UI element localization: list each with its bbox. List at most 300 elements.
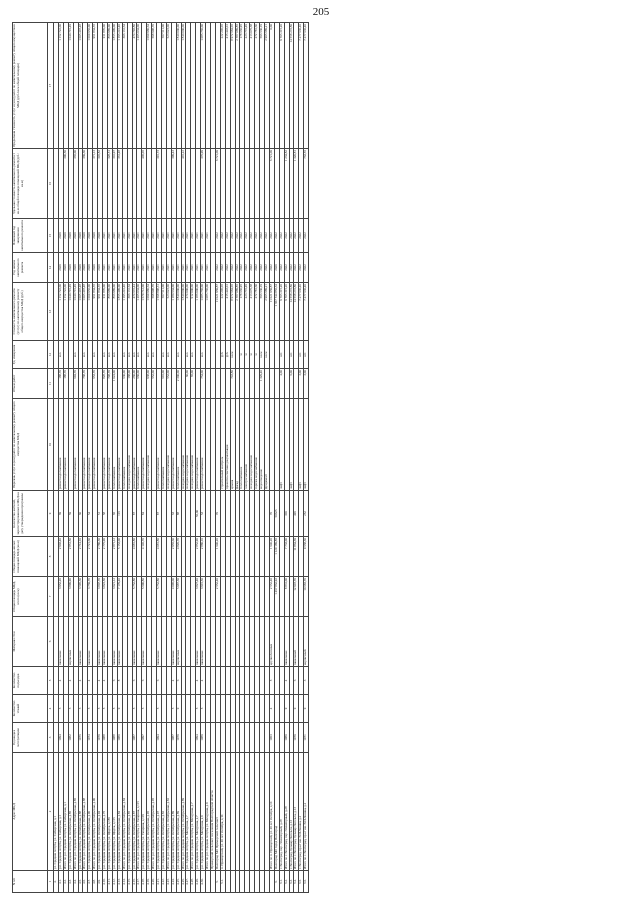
cell-entrances: 4 — [78, 667, 83, 695]
cell-year-end: 2021 — [161, 219, 166, 253]
cell-entrances: 6 — [112, 667, 117, 695]
cell-year-start: 2022 — [220, 253, 225, 283]
cell-volume: 828,70 — [103, 369, 108, 399]
cell-cost: 178 666,95 — [240, 283, 245, 341]
cell-number: 4.24. — [171, 871, 176, 893]
cell-year-start: 2021 — [117, 253, 122, 283]
cell-year-start: 2021 — [103, 253, 108, 283]
cell-cost: 8 972 684,05 — [230, 283, 235, 341]
cell-volume: 938,00 — [147, 369, 152, 399]
cell-cost: 1 667 744 855,34 — [274, 283, 279, 341]
cell-unit-cost: 369,30 — [83, 149, 88, 219]
cell-number: 6.4. — [294, 871, 299, 893]
cell-year-start: 2021 — [171, 253, 176, 283]
cell-volume: 6,00 — [289, 369, 294, 399]
cell-work-type: фасад — [235, 399, 240, 491]
cell-total-area: 3 952,20 — [58, 577, 63, 617]
column-number: 9 — [48, 491, 54, 537]
cell-limit-cost: 0,00 — [269, 23, 274, 149]
cell-work-type: ремонт водоснабжения — [63, 399, 68, 491]
cell-work-type: холодное водоснабжение — [181, 399, 186, 491]
cell-unit: руб. — [225, 341, 230, 369]
cell-number: 4. — [54, 871, 59, 893]
cell-year-start: 2020 — [88, 253, 93, 283]
cell-number: 4.27. — [186, 871, 191, 893]
cell-living-area: 2 852,90 — [196, 537, 201, 577]
cell-number: 6.3. — [289, 871, 294, 893]
cell-entrances: 6 — [176, 667, 181, 695]
cell-volume: 2 300,00 — [176, 369, 181, 399]
cell-unit-cost: 1 320,81 — [294, 149, 299, 219]
cell-year-end: 2022 — [304, 219, 309, 253]
cell-floors: 5 — [68, 695, 73, 723]
cell-limit-cost: 7 277 636,40 — [304, 23, 309, 149]
cell-cost: 1 152 722,00 — [63, 283, 68, 341]
cell-cost: 11 021 959,87 — [215, 283, 220, 341]
cell-address: р.п. Средняя Ахтуба, ул. Октябрьская, д.97 — [157, 753, 162, 871]
cell-work-type: электроснабжение — [245, 399, 250, 491]
cell-year-start: 2022 — [250, 253, 255, 283]
cell-limit-cost: 1 855 499,00 — [112, 23, 117, 149]
cell-cost: 1 009 956,00 — [88, 283, 93, 341]
cell-unit: м.п. — [132, 341, 137, 369]
cell-address: Итого по р.п. Средняя Ахтуба, ул. Октябрьская, д.88 — [83, 753, 88, 871]
cell-work-type: ремонт водоснабжения — [103, 399, 108, 491]
column-number: 10 — [48, 399, 54, 491]
cell-entrances: 4 — [88, 667, 93, 695]
cell-year-start: 2020 — [68, 253, 73, 283]
cell-total-area: 5 690,80 — [142, 577, 147, 617]
cell-limit-cost: 961 834,35 — [93, 23, 98, 149]
cell-cost: 866 989,00 — [112, 283, 117, 341]
cell-unit: м.п. — [191, 341, 196, 369]
cell-limit-cost: 1 152 722,00 — [58, 23, 63, 149]
cell-unit: м.п. — [73, 341, 78, 369]
cell-year-start: 2020 — [78, 253, 83, 283]
cell-year-end: 2021 — [206, 219, 211, 253]
cell-unit-cost: 328,51 — [107, 149, 112, 219]
cell-year-end: 2021 — [132, 219, 137, 253]
cell-floors: 9 — [176, 695, 181, 723]
cell-work-type: водоотведение — [260, 399, 265, 491]
cell-unit-cost: 399,43 — [171, 149, 176, 219]
cell-work-type: ремонт водоснабжения — [83, 399, 88, 491]
cell-cost: 1 005 418,48 — [83, 283, 88, 341]
cell-unit: шт. — [289, 341, 294, 369]
cell-year-end: 2022 — [274, 219, 279, 253]
cell-unit: м.п. — [166, 341, 171, 369]
cell-cost: 657 511,00 — [161, 283, 166, 341]
cell-number: 4.29. — [196, 871, 201, 893]
cell-cost: 306 131,64 — [127, 283, 132, 341]
cell-year: 1988 — [112, 723, 117, 753]
cell-address: р.п. Средняя Ахтуба, ул. Октябрьская, д.76 — [103, 753, 108, 871]
cell-address: р.п. Средняя Ахтуба, ул. Октябрьская, д.88 — [78, 753, 83, 871]
column-header: Удельная стоимость капитального ремонта 1 кв.м общей площади помещений МКД (руб./кв.м) — [13, 149, 48, 219]
cell-cost: 222 205,05 — [220, 283, 225, 341]
cell-volume: 1 024,00 — [112, 369, 117, 399]
cell-total-area: 2 552,40 — [215, 577, 220, 617]
cell-volume: 4,00 — [279, 369, 284, 399]
cell-year-start: 2022 — [289, 253, 294, 283]
cell-total-area: 5 752,80 — [157, 577, 162, 617]
cell-year: 1982 — [68, 723, 73, 753]
cell-cost: 523 023,00 — [166, 283, 171, 341]
cell-residents: 66 — [112, 491, 117, 537]
cell-unit: м — [250, 341, 255, 369]
cell-year-end: 2022 — [260, 219, 265, 253]
cell-limit-cost: 1 099 980,64 — [147, 23, 152, 149]
cell-year-start: 2022 — [215, 253, 220, 283]
cell-residents: 87 — [157, 491, 162, 537]
cell-cost: 1 099 980,64 — [147, 283, 152, 341]
column-header: Год начала капитального ремонта — [13, 253, 48, 283]
cell-living-area: 2 721,60 — [88, 537, 93, 577]
cell-total-area: 1 467 862,92 — [274, 577, 279, 617]
cell-address: Итого по р.п. Средняя Ахтуба, ул. Гагарина, д.115 — [137, 753, 142, 871]
cell-year-end: 2021 — [142, 219, 147, 253]
cell-number: 4.19. — [147, 871, 152, 893]
cell-year-end: 2021 — [107, 219, 112, 253]
cell-number: 6. — [274, 871, 279, 893]
column-header: Год ввода в эксплуатацию — [13, 723, 48, 753]
cell-limit-cost: 1 005 418,48 — [78, 23, 83, 149]
cell-cost: 1 679 712,00 — [142, 283, 147, 341]
cell-wall-material: панельные — [157, 617, 162, 667]
cell-year-start: 2021 — [161, 253, 166, 283]
cell-residents: 53 — [201, 491, 206, 537]
cell-entrances: 6 — [157, 667, 162, 695]
cell-number: 4.28. — [191, 871, 196, 893]
cell-residents: 496 — [294, 491, 299, 537]
cell-year-start: 2022 — [299, 253, 304, 283]
cell-unit-cost: 345,82 — [98, 149, 103, 219]
cell-work-type: ремонт водоснабжения — [88, 399, 93, 491]
cell-address: р.п. Средняя Ахтуба, ул. Октябрьская, д.94 — [98, 753, 103, 871]
cell-year-end: 2021 — [157, 219, 162, 253]
cell-number: 5.1. — [220, 871, 225, 893]
cell-number: 4.1. — [58, 871, 63, 893]
cell-living-area: 9 558,30 — [304, 537, 309, 577]
cell-limit-cost: 1 195 241,40 — [117, 23, 122, 149]
cell-number: 4.21. — [157, 871, 162, 893]
cell-number: 4.10. — [103, 871, 108, 893]
cell-address: р.п. Средняя Ахтуба, ул. Октябрьская, д.82 — [161, 753, 166, 871]
cell-year-end: 2021 — [147, 219, 152, 253]
cell-address: Итого по р.п. Средняя Ахтуба, ул. Октябрьская, д.90 — [93, 753, 98, 871]
cell-unit: м — [255, 341, 260, 369]
cell-cost: 1 180 534,00 — [171, 283, 176, 341]
cell-entrances: 5 — [269, 667, 274, 695]
cell-cost: 1 840 000,00 — [176, 283, 181, 341]
cell-limit-cost: 415 443,01 — [225, 23, 230, 149]
column-header: Количество этажей — [13, 695, 48, 723]
cell-unit: м — [245, 341, 250, 369]
cell-unit-cost: 361,48 — [117, 149, 122, 219]
cell-year-end: 2021 — [152, 219, 157, 253]
cell-year-end: 2021 — [176, 219, 181, 253]
cell-work-type: ремонт водоснабжения — [201, 399, 206, 491]
cell-address: р.п. Средняя Ахтуба, ул. Октябрьская, д.87 — [132, 753, 137, 871]
cell-living-area: 1 640,20 — [215, 537, 220, 577]
column-number: 3 — [48, 723, 54, 753]
cell-address: р.п. Средняя Ахтуба, ул. Октябрьская, д.85 — [127, 753, 132, 871]
cell-total-area: 3 759,70 — [88, 577, 93, 617]
cell-unit-cost: 301,97 — [112, 149, 117, 219]
cell-cost: 866 989,00 — [107, 283, 112, 341]
cell-address: Приморский сельсовет поселения Волгоградской области — [211, 753, 216, 871]
cell-year-end: 2022 — [284, 219, 289, 253]
cell-living-area: 2 955,60 — [171, 537, 176, 577]
cell-number: 4.14. — [122, 871, 127, 893]
cell-number: 4.22. — [161, 871, 166, 893]
cell-work-type: теплоснабжение — [137, 399, 142, 491]
cell-number: 4.4. — [73, 871, 78, 893]
cell-entrances: 4 — [196, 667, 201, 695]
cell-cost: 1 040 716,49 — [68, 283, 73, 341]
cell-year-start: 2020 — [63, 253, 68, 283]
cell-cost: 961 834,35 — [93, 283, 98, 341]
cell-limit-cost: 1 840 000,00 — [181, 23, 186, 149]
cell-year-end: 2021 — [181, 219, 186, 253]
cell-address: Итого по г. Волгоград, пр-кт им. В.И.Ленина, д.2 — [304, 753, 309, 871]
cell-unit-cost: 376,99 — [201, 149, 206, 219]
column-number: 4 — [48, 695, 54, 723]
cell-number: 4.16. — [132, 871, 137, 893]
cell-volume: 60,00 — [186, 369, 191, 399]
cell-year-start: 2022 — [304, 253, 309, 283]
cell-year-end: 2021 — [127, 219, 132, 253]
column-number: 11 — [48, 369, 54, 399]
cell-limit-cost: 657 511,00 — [161, 23, 166, 149]
cell-year: 1980 — [284, 723, 289, 753]
cell-cost: 911 870,00 — [103, 283, 108, 341]
cell-living-area: 2 880,10 — [201, 537, 206, 577]
cell-wall-material: кирпичные — [176, 617, 181, 667]
cell-work-type: холодное водоснабжение — [250, 399, 255, 491]
cell-number: 4.26. — [181, 871, 186, 893]
cell-volume: 3,00 — [299, 369, 304, 399]
cell-year: 1963 — [269, 723, 274, 753]
cell-floors: 5 — [58, 695, 63, 723]
cell-entrances: 4 — [284, 667, 289, 695]
cell-address: г. Волгоград, бульвар Энгельса, д.13 — [289, 753, 294, 871]
cell-limit-cost: 272 781,60 — [255, 23, 260, 149]
cell-wall-material: панельные — [112, 617, 117, 667]
cell-number: 4.23. — [166, 871, 171, 893]
cell-limit-cost: 596 530,19 — [260, 23, 265, 149]
cell-work-type: ремонт водоснабжения — [58, 399, 63, 491]
cell-year-start: 2021 — [181, 253, 186, 283]
cell-residents: 70 — [215, 491, 220, 537]
column-number: 7 — [48, 577, 54, 617]
cell-residents: 87 — [132, 491, 137, 537]
cell-cost: 598 998,70 — [152, 283, 157, 341]
cell-floors: 9 — [117, 695, 122, 723]
cell-wall-material: панельные — [78, 617, 83, 667]
cell-year-end: 2021 — [122, 219, 127, 253]
cell-year-start: 2022 — [225, 253, 230, 283]
cell-wall-material: панельные — [88, 617, 93, 667]
cell-address: р.п. Средняя Ахтуба, ул. Мичурина, д.7 — [196, 753, 201, 871]
cell-address: р.п. Средняя Ахтуба, ул. Октябрьская, д.86 — [68, 753, 73, 871]
cell-residents: 306 — [284, 491, 289, 537]
cell-limit-cost: 413 076,38 — [250, 23, 255, 149]
column-number: 16 — [48, 149, 54, 219]
cell-unit: м.п. — [137, 341, 142, 369]
cell-living-area: 2 851,50 — [68, 537, 73, 577]
cell-limit-cost: 8 972 684,05 — [230, 23, 235, 149]
header-row — [13, 23, 48, 893]
cell-living-area: 4 820,70 — [176, 537, 181, 577]
cell-year-end: 2021 — [196, 219, 201, 253]
cell-residents: 88 — [176, 491, 181, 537]
cell-year-start: 2021 — [166, 253, 171, 283]
cell-cost: 1 205 034,00 — [137, 283, 142, 341]
column-number: 2 — [48, 753, 54, 871]
cell-address: Итого по р.п. Средняя Ахтуба, ул. Сибирская, д.1 — [63, 753, 68, 871]
cell-year-start: 2021 — [157, 253, 162, 283]
cell-cost: 2 787 089,85 — [235, 283, 240, 341]
cell-cost: 11 021 959,87 — [269, 283, 274, 341]
cell-year-end: 2022 — [255, 219, 260, 253]
cell-number: 4.5. — [78, 871, 83, 893]
cell-year: 1987 — [132, 723, 137, 753]
cell-living-area: 2 871,12 — [112, 537, 117, 577]
cell-year-start: 2022 — [255, 253, 260, 283]
cell-volume: 768,70 — [83, 369, 88, 399]
cell-year-start: 2022 — [230, 253, 235, 283]
cell-number: 4.11. — [107, 871, 112, 893]
cell-work-type: ремонт водоснабжения — [107, 399, 112, 491]
cell-year-end: 2022 — [279, 219, 284, 253]
cell-volume: 653,70 — [93, 369, 98, 399]
cell-total-area: 10 683,70 — [304, 577, 309, 617]
cell-work-type: фундамент — [264, 399, 269, 491]
table-header — [13, 23, 54, 893]
cell-floors: 4 — [269, 695, 274, 723]
cell-year-start: 2020 — [98, 253, 103, 283]
cell-wall-material: панельные — [142, 617, 147, 667]
cell-total-area: 3 921,12 — [112, 577, 117, 617]
cell-address: г. Волгоград, пер. Элеваторный, д.28 — [279, 753, 284, 871]
cell-unit: м.п. — [58, 341, 63, 369]
cell-limit-cost: 223 772,49 — [245, 23, 250, 149]
cell-total-area: 3 823,50 — [103, 577, 108, 617]
cell-limit-cost: 222 205,05 — [220, 23, 225, 149]
cell-unit: м.п. — [107, 341, 112, 369]
cell-address: р.п. Средняя Ахтуба, ул. Октябрьская, д.90 — [88, 753, 93, 871]
cell-unit: м.п. — [176, 341, 181, 369]
table-body — [54, 23, 309, 893]
cell-wall-material: крупноблочные — [269, 617, 274, 667]
cell-unit: м.п. — [147, 341, 152, 369]
cell-floors: 5 — [157, 695, 162, 723]
cell-address: Итого по р.п. Средняя Ахтуба, ул. Октябрьская, д.95 — [152, 753, 157, 871]
cell-limit-cost: 598 998,70 — [152, 23, 157, 149]
cell-address: Итого по р.п. Средняя Ахтуба, ул. Мичурина, д.9 — [206, 753, 211, 871]
cell-number: 4.8. — [93, 871, 98, 893]
column-header: Материал стен — [13, 617, 48, 667]
cell-address: п. Приморский, ул. 40 лет Октября, д.10 — [220, 753, 225, 871]
cell-total-area: 3 807,70 — [98, 577, 103, 617]
cell-entrances: 8 — [117, 667, 122, 695]
cell-volume: 65,00 — [191, 369, 196, 399]
column-header: Общая площадь МКД, всего (кв.м) — [13, 577, 48, 617]
cell-limit-cost: 523 023,00 — [166, 23, 171, 149]
cell-year-end: 2021 — [166, 219, 171, 253]
cell-year-start: 2021 — [196, 253, 201, 283]
cell-residents: 51 — [98, 491, 103, 537]
cell-volume: 188,70 — [58, 369, 63, 399]
cell-work-type: теплоснабжение — [176, 399, 181, 491]
capital-repair-register-table — [12, 22, 309, 893]
cell-year-end: 2020 — [78, 219, 83, 253]
cell-volume: 748,70 — [107, 369, 112, 399]
cell-entrances: 6 — [294, 667, 299, 695]
cell-number: 4.3. — [68, 871, 73, 893]
column-number: 17 — [48, 23, 54, 149]
cell-living-area: 2 775,90 — [103, 537, 108, 577]
cell-living-area: 1 640,20 — [269, 537, 274, 577]
cell-address: р.п. Средняя Ахтуба, ул. Щорса, д.185 — [107, 753, 112, 871]
cell-year-end: 2020 — [83, 219, 88, 253]
column-header: Предельная стоимость услуг и (или) работ по капитальному ремонту общего имущества в МКД (руб./кв.м общей площади) — [13, 23, 48, 149]
cell-year: 1979 — [98, 723, 103, 753]
cell-residents: 63 — [171, 491, 176, 537]
cell-work-type: ремонт водоснабжения — [171, 399, 176, 491]
cell-floors: 9 — [304, 695, 309, 723]
cell-work-type: холодное водоснабжение — [166, 399, 171, 491]
cell-year-end: 2021 — [103, 219, 108, 253]
cell-year-end: 2022 — [220, 219, 225, 253]
cell-cost: 912 000,00 — [191, 283, 196, 341]
cell-cost: 1 598 898,31 — [157, 283, 162, 341]
column-header: Количество жителей, зарегистрированных в МКД на дату утверждения программы — [13, 491, 48, 537]
cell-year: 1976 — [78, 723, 83, 753]
cell-unit: кв.м — [230, 341, 235, 369]
column-header: N п/п — [13, 871, 48, 893]
cell-year-start: 2021 — [186, 253, 191, 283]
column-header: Перечень услуг и (или) работ по капитальному ремонту общего имущества МКД — [13, 399, 48, 491]
cell-entrances: 4 — [103, 667, 108, 695]
column-header: Плановый год завершения капитального ремонта — [13, 219, 48, 253]
cell-year-end: 2022 — [230, 219, 235, 253]
cell-year-start: 2021 — [127, 253, 132, 283]
cell-unit: м — [240, 341, 245, 369]
cell-unit-cost: 763,55 — [304, 149, 309, 219]
cell-living-area: 11 864,39 — [294, 537, 299, 577]
cell-cost: 14 558 272,80 — [294, 283, 299, 341]
cell-residents: 56,00 — [196, 491, 201, 537]
cell-wall-material: панельные — [103, 617, 108, 667]
cell-volume: 260,00 — [132, 369, 137, 399]
cell-work-type: горячее водоснабжение — [255, 399, 260, 491]
cell-year-start: 2021 — [132, 253, 137, 283]
cell-limit-cost: 1 009 956,00 — [88, 23, 93, 149]
cell-number: 4.6. — [83, 871, 88, 893]
cell-total-area: 12 918,70 — [294, 577, 299, 617]
cell-volume: 694,70 — [73, 369, 78, 399]
column-header: Количество подъездов — [13, 667, 48, 695]
column-header: Стоимость капитального ремонта (услуг) по капитальному ремонту общего имущества МКД (руб.) — [13, 283, 48, 341]
cell-living-area: 2 714,10 — [78, 537, 83, 577]
cell-limit-cost: 911 870,00 — [103, 23, 108, 149]
cell-year-start: 2022 — [260, 253, 265, 283]
cell-year-start: 2022 — [269, 253, 274, 283]
cell-floors: 5 — [201, 695, 206, 723]
cell-year-end: 2020 — [68, 219, 73, 253]
